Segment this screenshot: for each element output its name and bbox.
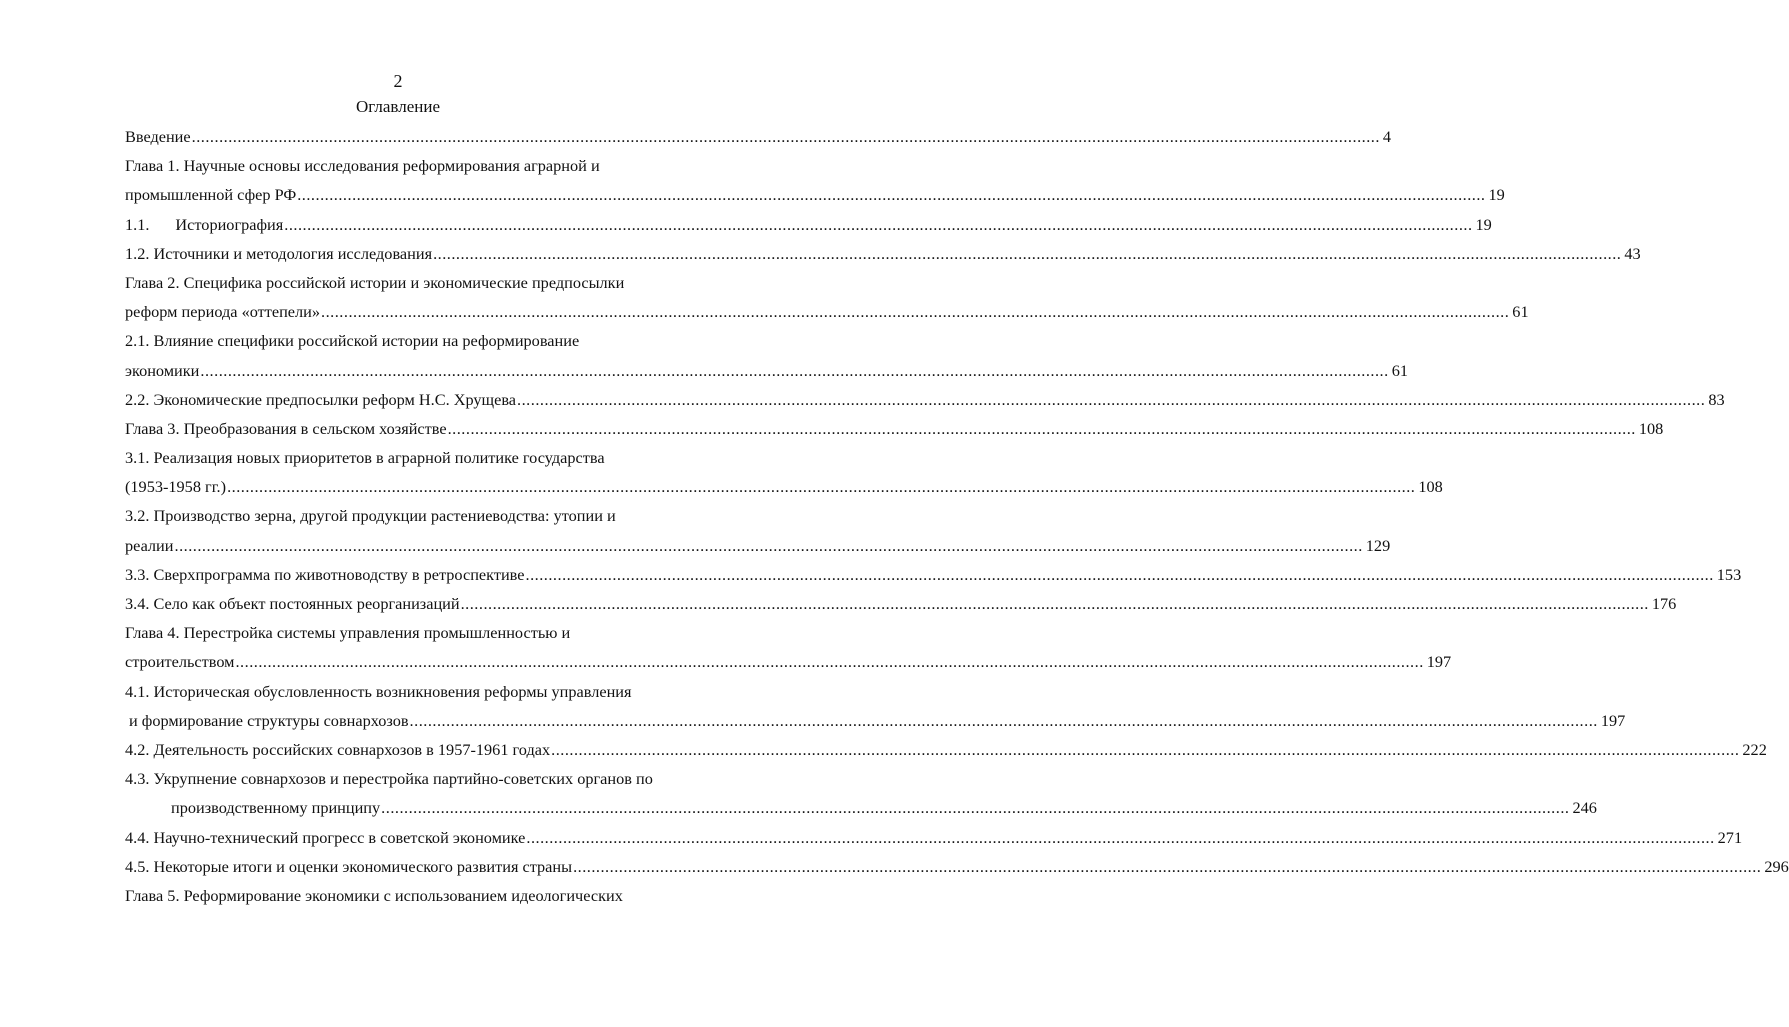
toc-entry — [125, 414, 1664, 443]
dot-leader: .................................................................................................................................................................................................................................................................... — [551, 739, 1740, 759]
toc-entry-line — [125, 151, 745, 180]
toc-entry-title: реалии — [125, 535, 174, 555]
toc-entry-title: 3.4. Село как объект постоянных реорганизаций — [125, 594, 460, 613]
toc-entry-title: промышленной сфер РФ — [125, 185, 297, 205]
dot-leader: .................................................................................................................................................................................................................................................................... — [573, 856, 1762, 876]
toc-entry — [125, 589, 1677, 618]
toc-entry-title: 1.2. Источники и методология исследования — [125, 243, 433, 263]
toc-page-number: 197 — [1426, 652, 1452, 672]
toc-page-number: 129 — [1365, 535, 1391, 555]
toc-entry-title: экономики — [125, 360, 200, 380]
toc-heading: Оглавление — [356, 97, 440, 116]
toc-entry-line — [125, 443, 745, 472]
toc-entry-title: Глава 1. Научные основы исследования реформирования аграрной и — [125, 156, 600, 176]
toc-entry — [125, 735, 1767, 764]
toc-entry — [125, 297, 1529, 326]
toc-page-number: 19 — [1475, 214, 1492, 234]
toc-entry-line — [125, 268, 745, 297]
toc-entry-line — [125, 881, 745, 910]
toc-entry-title: 4.2. Деятельность российских совнархозов в 1957-1961 годах — [125, 739, 551, 759]
toc-entry — [125, 531, 1391, 560]
dot-leader: .................................................................................................................................................................................................................................................................... — [227, 477, 1416, 497]
toc-entry — [125, 560, 1742, 589]
toc-page-number: 153 — [1716, 564, 1742, 584]
dot-leader: .................................................................................................................................................................................................................................................................... — [235, 652, 1424, 672]
toc-entry-title: 3.1. Реализация новых приоритетов в аграрной политике государства — [125, 448, 605, 468]
toc-entry-line — [125, 677, 745, 706]
page-number: 2 — [393, 71, 403, 91]
toc-page-number: 43 — [1624, 243, 1641, 263]
toc-entry — [125, 239, 1641, 268]
dot-leader: .................................................................................................................................................................................................................................................................... — [525, 564, 1714, 584]
dot-leader: .................................................................................................................................................................................................................................................................... — [460, 594, 1649, 613]
toc-page-number: 61 — [1391, 360, 1408, 380]
dot-leader: .................................................................................................................................................................................................................................................................... — [433, 243, 1622, 263]
dot-leader: .................................................................................................................................................................................................................................................................... — [321, 302, 1510, 322]
dot-leader: .................................................................................................................................................................................................................................................................... — [174, 535, 1363, 555]
toc-entry-title: 4.4. Научно-технический прогресс в советской экономике — [125, 827, 526, 847]
toc-entry-text: Историография — [175, 214, 284, 234]
toc-page-number: 108 — [1638, 418, 1664, 438]
toc-entry-title: Глава 2. Специфика российской истории и экономические предпосылки — [125, 272, 625, 292]
toc-entry-title: и формирование структуры совнархозов — [129, 710, 409, 730]
toc-page-number: 108 — [1418, 477, 1443, 497]
toc-entry — [125, 472, 1443, 501]
toc-entry-title: 3.2. Производство зерна, другой продукции растениеводства: утопии и — [125, 506, 616, 526]
table-of-contents — [125, 122, 1789, 910]
toc-entry-title: Глава 5. Реформирование экономики с использованием идеологических — [125, 885, 623, 905]
toc-page-number: 176 — [1651, 594, 1677, 613]
toc-entry-title: 3.3. Сверхпрограмма по животноводству в ретроспективе — [125, 564, 525, 584]
dot-leader: .................................................................................................................................................................................................................................................................... — [447, 418, 1636, 438]
toc-entry — [125, 647, 1452, 676]
dot-leader: .................................................................................................................................................................................................................................................................... — [284, 214, 1473, 234]
toc-page-number: 222 — [1742, 739, 1767, 759]
toc-entry-title — [125, 210, 283, 239]
toc-entry — [125, 356, 1408, 385]
toc-entry — [125, 793, 1597, 822]
toc-entry-number: 1.1. — [125, 214, 150, 234]
toc-entry — [125, 210, 1492, 239]
dot-leader: .................................................................................................................................................................................................................................................................... — [526, 827, 1715, 847]
toc-entry-title: строительством — [125, 652, 235, 672]
toc-entry-title: 4.3. Укрупнение совнархозов и перестройка партийно-советских органов по — [125, 769, 653, 789]
toc-page-number: 61 — [1512, 302, 1529, 322]
dot-leader: .................................................................................................................................................................................................................................................................... — [517, 389, 1706, 409]
toc-entry-title: 4.1. Историческая обусловленность возникновения реформы управления — [125, 681, 632, 701]
toc-entry — [125, 180, 1505, 209]
toc-entry-title: Глава 3. Преобразования в сельском хозяйстве — [125, 418, 447, 438]
toc-page-number: 4 — [1382, 127, 1392, 146]
toc-page-number: 246 — [1572, 798, 1597, 818]
toc-entry-title: 2.1. Влияние специфики российской истории на реформирование — [125, 331, 580, 351]
toc-entry-line — [125, 501, 745, 530]
toc-entry-line — [125, 618, 745, 647]
toc-entry-title: 4.5. Некоторые итоги и оценки экономического развития страны — [125, 856, 573, 876]
toc-page-number: 83 — [1708, 389, 1725, 409]
toc-entry-title: реформ периода «оттепели» — [125, 302, 321, 322]
dot-leader: .................................................................................................................................................................................................................................................................... — [191, 127, 1380, 146]
toc-entry — [125, 823, 1743, 852]
toc-entry — [125, 385, 1725, 414]
toc-entry — [125, 122, 1392, 151]
toc-entry-line — [125, 326, 745, 355]
dot-leader: .................................................................................................................................................................................................................................................................... — [200, 360, 1389, 380]
toc-page-number: 271 — [1717, 827, 1743, 847]
toc-entry-title: Глава 4. Перестройка системы управления промышленностью и — [125, 623, 571, 643]
toc-entry — [125, 852, 1789, 881]
dot-leader: .................................................................................................................................................................................................................................................................... — [297, 185, 1486, 205]
toc-entry-title: Введение — [125, 127, 191, 146]
dot-leader: .................................................................................................................................................................................................................................................................... — [409, 710, 1598, 730]
toc-page-number: 19 — [1488, 185, 1505, 205]
toc-page-number: 197 — [1600, 710, 1626, 730]
dot-leader: .................................................................................................................................................................................................................................................................... — [381, 798, 1570, 818]
toc-entry-title: производственному принципу — [171, 798, 381, 818]
toc-page-number: 296 — [1764, 856, 1789, 876]
toc-entry-line — [125, 764, 745, 793]
toc-entry — [125, 706, 1626, 735]
toc-entry-title: 2.2. Экономические предпосылки реформ Н.С. Хрущева — [125, 389, 517, 409]
toc-entry-title: (1953-1958 гг.) — [125, 477, 227, 497]
